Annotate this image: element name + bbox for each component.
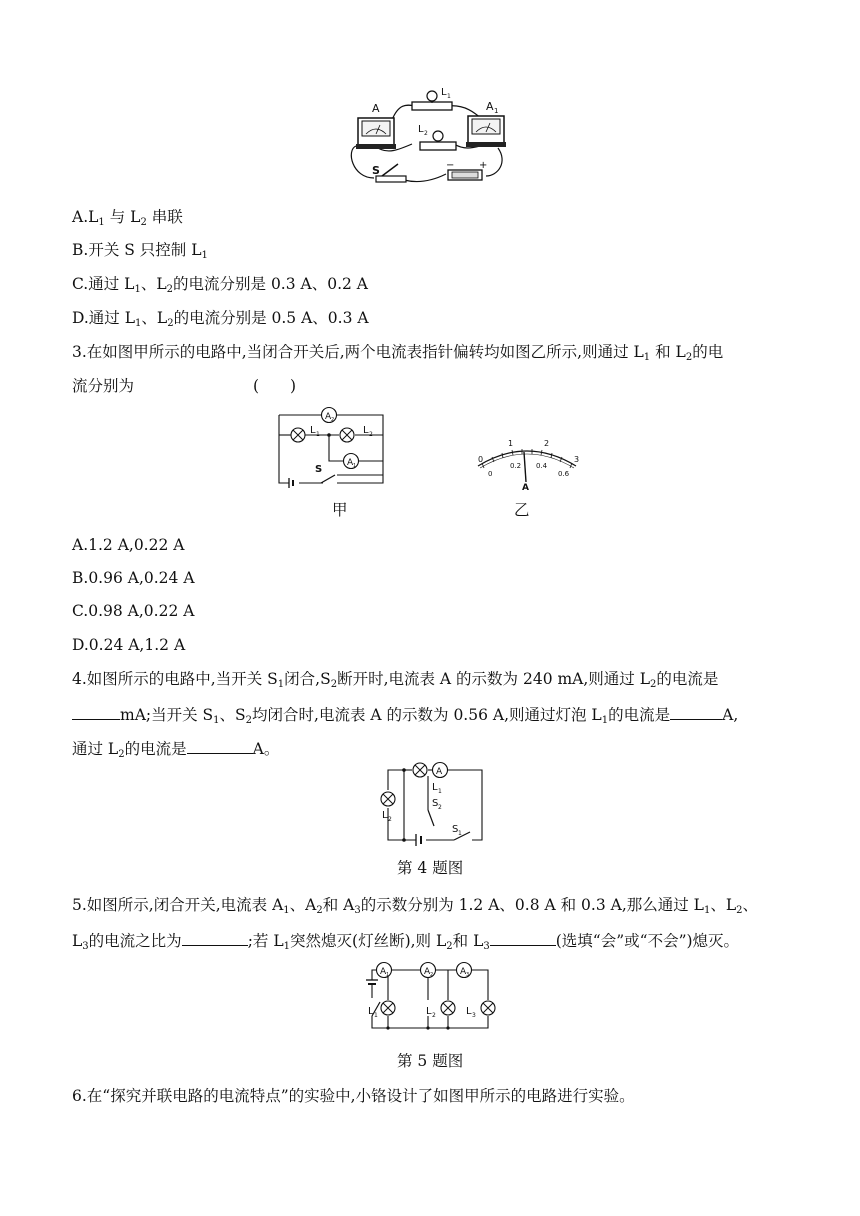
text: 的电流之比为 bbox=[88, 932, 182, 950]
q3-option-a: A.1.2 A,0.22 A bbox=[72, 536, 185, 554]
a1-sub: 1 bbox=[353, 463, 357, 469]
text: 断开时,电流表 A 的示数为 240 mA,则通过 L bbox=[337, 670, 651, 688]
bulb-l1 bbox=[412, 87, 452, 110]
sub: 1 bbox=[135, 318, 142, 329]
l1-sub: 1 bbox=[374, 1012, 378, 1019]
q2-option-d bbox=[72, 308, 369, 334]
text: 的电流是 bbox=[124, 740, 187, 758]
l1-label: L bbox=[310, 425, 316, 436]
text: A.L bbox=[72, 208, 99, 226]
text: C.通过 L bbox=[72, 275, 135, 293]
ammeter-a1 bbox=[466, 100, 506, 147]
answer-blank[interactable] bbox=[182, 929, 248, 946]
text: A。 bbox=[252, 740, 280, 758]
ammeter-a1-label: A bbox=[486, 100, 494, 113]
dial-bottom-04: 0.4 bbox=[536, 462, 548, 470]
q2-option-a bbox=[72, 207, 183, 233]
text: 的电流分别是 0.3 A、0.2 A bbox=[173, 275, 368, 293]
text: 闭合,S bbox=[284, 670, 331, 688]
text: 的示数分别为 1.2 A、0.8 A 和 0.3 A,那么通过 L bbox=[360, 896, 704, 914]
q4-stem-line2 bbox=[72, 703, 738, 731]
q5-circuit-figure bbox=[364, 958, 504, 1038]
q2-circuit-figure bbox=[348, 88, 508, 192]
text: 的电流是 bbox=[608, 706, 671, 724]
l1-sub: 1 bbox=[438, 788, 442, 795]
text: 、L bbox=[141, 309, 168, 327]
text: 和 A bbox=[322, 896, 355, 914]
answer-blank[interactable] bbox=[72, 703, 120, 720]
switch-s-label: S bbox=[372, 164, 380, 177]
q3-ammeter-dial-yi bbox=[470, 432, 585, 492]
sub: 3 bbox=[354, 905, 361, 916]
answer-blank[interactable] bbox=[187, 737, 253, 754]
switch-s bbox=[372, 164, 406, 182]
sub: 1 bbox=[283, 905, 290, 916]
q3-caption-yi: 乙 bbox=[514, 501, 530, 519]
sub: 1 bbox=[98, 217, 105, 228]
sub: 1 bbox=[703, 905, 711, 916]
sub: 1 bbox=[134, 284, 141, 295]
q5-figure-caption: 第 5 题图 bbox=[397, 1052, 464, 1070]
text: ( ) bbox=[253, 377, 297, 395]
text: 、S bbox=[219, 706, 246, 724]
a3-label: A bbox=[460, 967, 467, 977]
q3-circuit-jia bbox=[275, 405, 390, 495]
sub: 1 bbox=[213, 715, 220, 726]
l2-label: L bbox=[426, 1006, 432, 1017]
l2-sub: 2 bbox=[388, 816, 392, 823]
l3-sub: 3 bbox=[472, 1012, 476, 1019]
text: 、 bbox=[742, 896, 759, 914]
q3-caption-jia: 甲 bbox=[332, 501, 348, 519]
sub: 2 bbox=[650, 679, 657, 690]
q5-stem-line1 bbox=[72, 895, 758, 921]
sub: 1 bbox=[201, 250, 208, 261]
a1-label: A bbox=[347, 458, 354, 468]
q3-stem-line2 bbox=[72, 376, 134, 396]
text: L bbox=[72, 932, 83, 950]
text: 、A bbox=[289, 896, 317, 914]
text: D.通过 L bbox=[72, 309, 136, 327]
q4-figure-caption: 第 4 题图 bbox=[397, 859, 464, 877]
sub: 2 bbox=[736, 905, 743, 916]
l1-sub: 1 bbox=[447, 93, 451, 100]
dial-top-2: 2 bbox=[544, 439, 550, 448]
answer-blank[interactable] bbox=[670, 703, 722, 720]
l2-label: L bbox=[418, 124, 424, 135]
q2-option-b bbox=[72, 240, 208, 266]
a2-sub: 2 bbox=[430, 972, 434, 978]
sub: 2 bbox=[446, 941, 453, 952]
text: 4.如图所示的电路中,当开关 S bbox=[72, 670, 278, 688]
ammeter-label: A bbox=[436, 767, 443, 777]
sub: 2 bbox=[166, 284, 174, 295]
text: ;若 L bbox=[247, 932, 284, 950]
text: 流分别为 bbox=[72, 377, 135, 395]
q5-stem-line2 bbox=[72, 929, 739, 957]
q3-option-c: C.0.98 A,0.22 A bbox=[72, 602, 195, 620]
a1-label: A bbox=[380, 967, 387, 977]
text: 的电流是 bbox=[656, 670, 719, 688]
a2-label: A bbox=[424, 967, 431, 977]
text: A, bbox=[722, 706, 739, 724]
text: 通过 L bbox=[72, 740, 119, 758]
a2-sub: 2 bbox=[331, 417, 335, 423]
s2-label: S bbox=[432, 798, 439, 809]
sub: 2 bbox=[140, 217, 147, 228]
q4-stem-line1 bbox=[72, 669, 718, 695]
l1-label: L bbox=[432, 782, 438, 793]
l1-label: L bbox=[441, 87, 447, 98]
text: 和 L bbox=[452, 932, 484, 950]
a2-label: A bbox=[325, 412, 332, 422]
l2-label: L bbox=[363, 425, 369, 436]
battery-minus: − bbox=[446, 160, 455, 171]
sub: 1 bbox=[643, 352, 651, 363]
q4-circuit-figure bbox=[376, 762, 486, 846]
l2-sub: 2 bbox=[432, 1012, 436, 1019]
s1-label: S bbox=[452, 824, 459, 835]
text: 、L bbox=[710, 896, 737, 914]
text: 5.如图所示,闭合开关,电流表 A bbox=[72, 896, 284, 914]
text: 和 L bbox=[655, 343, 686, 361]
l1-label: L bbox=[368, 1006, 374, 1017]
sub: 3 bbox=[82, 941, 89, 952]
dial-bottom-02: 0.2 bbox=[510, 462, 522, 470]
battery-plus: + bbox=[479, 160, 488, 171]
dial-top-0: 0 bbox=[478, 455, 484, 464]
sub: 1 bbox=[277, 679, 285, 690]
sub: 2 bbox=[245, 715, 253, 726]
dial-needle bbox=[524, 452, 526, 482]
ammeter-a1-sub: 1 bbox=[494, 107, 499, 115]
switch-label: S bbox=[315, 464, 323, 475]
q6-stem-line1: 6.在“探究并联电路的电流特点”的实验中,小铬设计了如图甲所示的电路进行实验。 bbox=[72, 1087, 635, 1105]
l2-sub: 2 bbox=[424, 130, 428, 137]
dial-a-label: A bbox=[522, 483, 529, 493]
ammeter-a bbox=[356, 102, 396, 149]
sub: 2 bbox=[330, 679, 338, 690]
text: 、L bbox=[140, 275, 167, 293]
q3-option-b: B.0.96 A,0.24 A bbox=[72, 569, 195, 587]
l2-sub: 2 bbox=[369, 431, 373, 438]
text: mA;当开关 S bbox=[120, 706, 214, 724]
q4-stem-line3 bbox=[72, 737, 279, 765]
dial-bottom-06: 0.6 bbox=[558, 470, 570, 478]
sub: 1 bbox=[601, 715, 609, 726]
s2-sub: 2 bbox=[438, 804, 442, 811]
text: 与 L bbox=[109, 208, 141, 226]
q3-stem-line1 bbox=[72, 342, 723, 368]
text: (选填“会”或“不会”)熄灭。 bbox=[555, 932, 740, 950]
q2-option-c bbox=[72, 274, 368, 300]
dial-top-3: 3 bbox=[574, 455, 580, 464]
sub: 2 bbox=[118, 749, 125, 760]
l3-label: L bbox=[466, 1006, 472, 1017]
text: 3.在如图甲所示的电路中,当闭合开关后,两个电流表指针偏转均如图乙所示,则通过 L bbox=[72, 343, 644, 361]
sub: 2 bbox=[167, 318, 174, 329]
sub: 1 bbox=[283, 941, 291, 952]
sub: 3 bbox=[483, 941, 490, 952]
ammeter-a-label: A bbox=[372, 102, 380, 115]
sub: 2 bbox=[685, 352, 693, 363]
text: 均闭合时,电流表 A 的示数为 0.56 A,则通过灯泡 L bbox=[252, 706, 602, 724]
l1-sub: 1 bbox=[316, 431, 320, 438]
text: B.开关 S 只控制 L bbox=[72, 241, 202, 259]
sub: 2 bbox=[316, 905, 323, 916]
text: 突然熄灭(灯丝断),则 L bbox=[290, 932, 447, 950]
a1-sub: 1 bbox=[386, 972, 390, 978]
dial-bottom-0: 0 bbox=[488, 470, 493, 478]
battery bbox=[446, 160, 487, 180]
dial-ticks bbox=[482, 449, 572, 468]
q3-option-d: D.0.24 A,1.2 A bbox=[72, 636, 186, 654]
text: 的电 bbox=[692, 343, 724, 361]
dial-top-1: 1 bbox=[508, 439, 514, 448]
text: 串联 bbox=[151, 208, 183, 226]
answer-blank[interactable] bbox=[490, 929, 556, 946]
bulb-l2 bbox=[418, 124, 456, 150]
q3-answer-bracket bbox=[253, 376, 296, 396]
s1-sub: 1 bbox=[458, 830, 462, 837]
text: 的电流分别是 0.5 A、0.3 A bbox=[173, 309, 369, 327]
l2-label: L bbox=[382, 810, 388, 821]
a3-sub: 3 bbox=[466, 972, 470, 978]
